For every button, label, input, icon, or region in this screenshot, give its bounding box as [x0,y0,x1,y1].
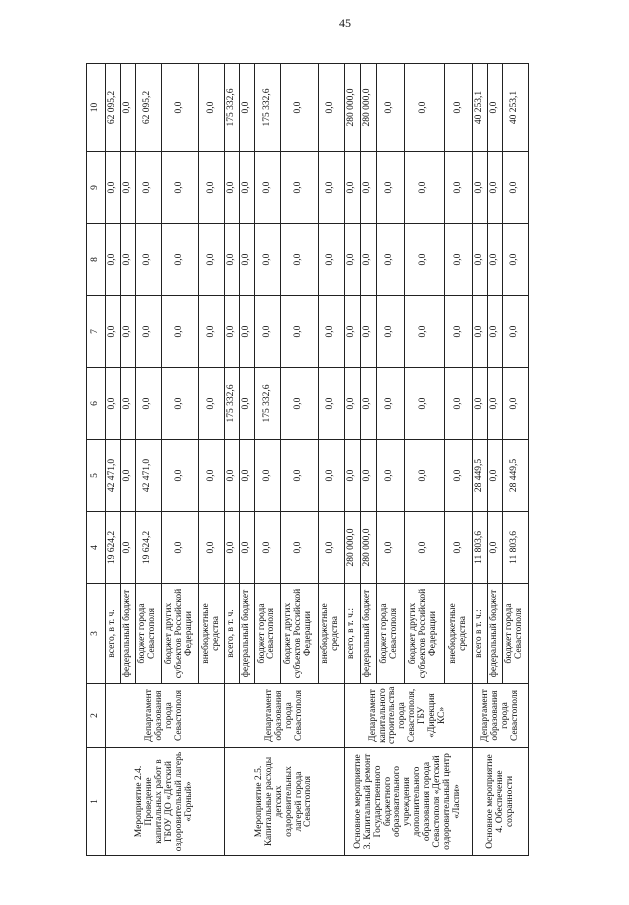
column-header: 6 [87,368,106,440]
amount-cell: 0,0 [135,368,161,440]
amount-cell: 0,0 [120,152,135,224]
amount-cell: 0,0 [199,512,225,584]
amount-cell: 0,0 [473,368,488,440]
amount-cell: 0,0 [360,296,376,368]
funding-source: бюджет города Севастополя [502,584,528,684]
amount-cell: 0,0 [404,512,444,584]
amount-cell: 0,0 [199,224,225,296]
amount-cell: 0,0 [161,296,199,368]
amount-cell: 280 000,0 [360,512,376,584]
amount-cell: 0,0 [135,224,161,296]
amount-cell: 0,0 [240,64,255,152]
funding-source: бюджет других субъектов Российской Федерации [404,584,444,684]
funding-source: бюджет города Севастополя [254,584,280,684]
amount-cell: 0,0 [487,152,502,224]
funding-source: федеральный бюджет [360,584,376,684]
amount-cell: 0,0 [404,152,444,224]
amount-cell: 0,0 [444,440,472,512]
amount-cell: 0,0 [281,368,319,440]
amount-cell: 0,0 [376,64,404,152]
funding-source: федеральный бюджет [240,584,255,684]
activity-name: Мероприятие 2.4. Проведение капитальных работ в ГБОУ ДО «Детский оздоровительный лагерь «Горный» [106,748,225,856]
amount-cell: 0,0 [487,368,502,440]
amount-cell: 0,0 [473,296,488,368]
amount-cell: 0,0 [281,64,319,152]
amount-cell: 0,0 [161,368,199,440]
amount-cell: 0,0 [344,152,360,224]
rotated-table-container [86,64,529,856]
amount-cell: 0,0 [199,296,225,368]
amount-cell: 0,0 [360,224,376,296]
amount-cell: 0,0 [444,224,472,296]
amount-cell: 0,0 [161,224,199,296]
amount-cell: 175 332,6 [225,64,240,152]
column-header: 9 [87,152,106,224]
amount-cell: 28 449,5 [473,440,488,512]
amount-cell: 0,0 [240,296,255,368]
funding-source: бюджет других субъектов Российской Федерации [281,584,319,684]
funding-source: бюджет города Севастополя [135,584,161,684]
amount-cell: 0,0 [376,440,404,512]
column-header: 4 [87,512,106,584]
amount-cell: 0,0 [360,440,376,512]
amount-cell: 0,0 [344,224,360,296]
amount-cell: 0,0 [106,224,121,296]
funding-source: внебюджетные средства [444,584,472,684]
column-header: 3 [87,584,106,684]
budget-table [86,63,529,856]
amount-cell: 0,0 [404,296,444,368]
funding-source: внебюджетные средства [199,584,225,684]
amount-cell: 0,0 [106,368,121,440]
amount-cell: 0,0 [281,224,319,296]
column-header: 7 [87,296,106,368]
amount-cell: 0,0 [473,224,488,296]
funding-source: всего, в т. ч. [106,584,121,684]
amount-cell: 0,0 [318,152,344,224]
activity-name: Основное мероприятие 4. Обеспечение сохранности [473,748,529,856]
amount-cell: 0,0 [254,152,280,224]
column-header: 1 [87,748,106,856]
funding-source: бюджет города Севастополя [376,584,404,684]
amount-cell: 0,0 [120,224,135,296]
amount-cell: 0,0 [444,64,472,152]
executor-name: Департамент образования города Севастополя [106,684,225,748]
amount-cell: 0,0 [502,296,528,368]
amount-cell: 0,0 [487,224,502,296]
rotated-table-frame [86,64,529,856]
amount-cell: 0,0 [318,64,344,152]
amount-cell: 40 253,1 [502,64,528,152]
column-header: 5 [87,440,106,512]
funding-source: федеральный бюджет [120,584,135,684]
amount-cell: 42 471,0 [135,440,161,512]
amount-cell: 0,0 [344,368,360,440]
amount-cell: 0,0 [225,296,240,368]
table-body [106,64,529,856]
amount-cell: 0,0 [376,224,404,296]
amount-cell: 0,0 [344,296,360,368]
amount-cell: 0,0 [487,64,502,152]
amount-cell: 62 095,2 [106,64,121,152]
amount-cell: 0,0 [161,512,199,584]
amount-cell: 0,0 [254,440,280,512]
amount-cell: 0,0 [376,512,404,584]
amount-cell: 0,0 [444,152,472,224]
column-header: 2 [87,684,106,748]
executor-name: Департамент образования города Севастополя [473,684,529,748]
header-row [87,64,106,856]
amount-cell: 0,0 [135,152,161,224]
amount-cell: 42 471,0 [106,440,121,512]
amount-cell: 0,0 [487,296,502,368]
amount-cell: 175 332,6 [254,64,280,152]
amount-cell: 0,0 [254,296,280,368]
amount-cell: 0,0 [318,368,344,440]
amount-cell: 0,0 [225,512,240,584]
amount-cell: 280 000,0 [360,64,376,152]
amount-cell: 62 095,2 [135,64,161,152]
amount-cell: 0,0 [199,64,225,152]
amount-cell: 0,0 [225,152,240,224]
amount-cell: 0,0 [106,152,121,224]
amount-cell: 0,0 [376,368,404,440]
amount-cell: 28 449,5 [502,440,528,512]
amount-cell: 0,0 [120,368,135,440]
amount-cell: 11 803,6 [502,512,528,584]
amount-cell: 0,0 [135,296,161,368]
amount-cell: 0,0 [161,64,199,152]
amount-cell: 0,0 [161,152,199,224]
table-row [344,64,360,856]
amount-cell: 0,0 [360,152,376,224]
amount-cell: 0,0 [240,368,255,440]
amount-cell: 0,0 [199,368,225,440]
amount-cell: 0,0 [240,440,255,512]
amount-cell: 11 803,6 [473,512,488,584]
amount-cell: 0,0 [120,440,135,512]
amount-cell: 0,0 [502,152,528,224]
funding-source: всего, в т. ч.: [344,584,360,684]
amount-cell: 0,0 [318,296,344,368]
amount-cell: 0,0 [404,368,444,440]
amount-cell: 0,0 [281,152,319,224]
funding-source: федеральный бюджет [487,584,502,684]
table-row [473,64,488,856]
amount-cell: 40 253,1 [473,64,488,152]
amount-cell: 0,0 [444,368,472,440]
activity-name: Мероприятие 2.5. Капитальные расходы детских оздоровительных лагерей города Севастополя [225,748,344,856]
amount-cell: 0,0 [318,440,344,512]
amount-cell: 280 000,0 [344,512,360,584]
amount-cell: 0,0 [120,64,135,152]
amount-cell: 0,0 [318,224,344,296]
amount-cell: 0,0 [120,296,135,368]
amount-cell: 0,0 [225,224,240,296]
amount-cell: 0,0 [106,296,121,368]
amount-cell: 0,0 [444,296,472,368]
executor-name: Департамент образования города Севастополя [225,684,344,748]
amount-cell: 0,0 [281,296,319,368]
amount-cell: 280 000,0 [344,64,360,152]
amount-cell: 175 332,6 [254,368,280,440]
amount-cell: 0,0 [376,152,404,224]
amount-cell: 0,0 [376,296,404,368]
funding-source: бюджет других субъектов Российской Федерации [161,584,199,684]
amount-cell: 0,0 [487,512,502,584]
amount-cell: 19 624,2 [106,512,121,584]
amount-cell: 0,0 [318,512,344,584]
amount-cell: 0,0 [404,224,444,296]
executor-name: Департамент капитального строительства города Севастополя, ГБУ «Дирекция КС» [344,684,472,748]
activity-name: Основное мероприятие 3. Капитальный ремонт Государственного бюджетного образовательного учреждения дополнительного образования города Севастополя «Детский оздоровительный центр «Ласпи» [344,748,472,856]
page-number: 45 [339,16,351,30]
amount-cell: 0,0 [344,440,360,512]
table-row [225,64,240,856]
amount-cell: 0,0 [404,440,444,512]
amount-cell: 0,0 [225,440,240,512]
amount-cell: 0,0 [240,152,255,224]
funding-source: внебюджетные средства [318,584,344,684]
amount-cell: 0,0 [281,440,319,512]
funding-source: всего в т. ч.: [473,584,488,684]
amount-cell: 0,0 [487,440,502,512]
amount-cell: 0,0 [444,512,472,584]
amount-cell: 0,0 [473,152,488,224]
table-row [106,64,121,856]
amount-cell: 0,0 [254,512,280,584]
amount-cell: 0,0 [120,512,135,584]
amount-cell: 0,0 [404,64,444,152]
funding-source: всего, в т. ч. [225,584,240,684]
column-header: 8 [87,224,106,296]
amount-cell: 0,0 [199,152,225,224]
amount-cell: 175 332,6 [225,368,240,440]
amount-cell: 0,0 [161,440,199,512]
amount-cell: 0,0 [502,368,528,440]
column-header: 10 [87,64,106,152]
amount-cell: 0,0 [240,224,255,296]
amount-cell: 0,0 [502,224,528,296]
amount-cell: 0,0 [360,368,376,440]
amount-cell: 19 624,2 [135,512,161,584]
amount-cell: 0,0 [199,440,225,512]
amount-cell: 0,0 [281,512,319,584]
amount-cell: 0,0 [254,224,280,296]
amount-cell: 0,0 [240,512,255,584]
